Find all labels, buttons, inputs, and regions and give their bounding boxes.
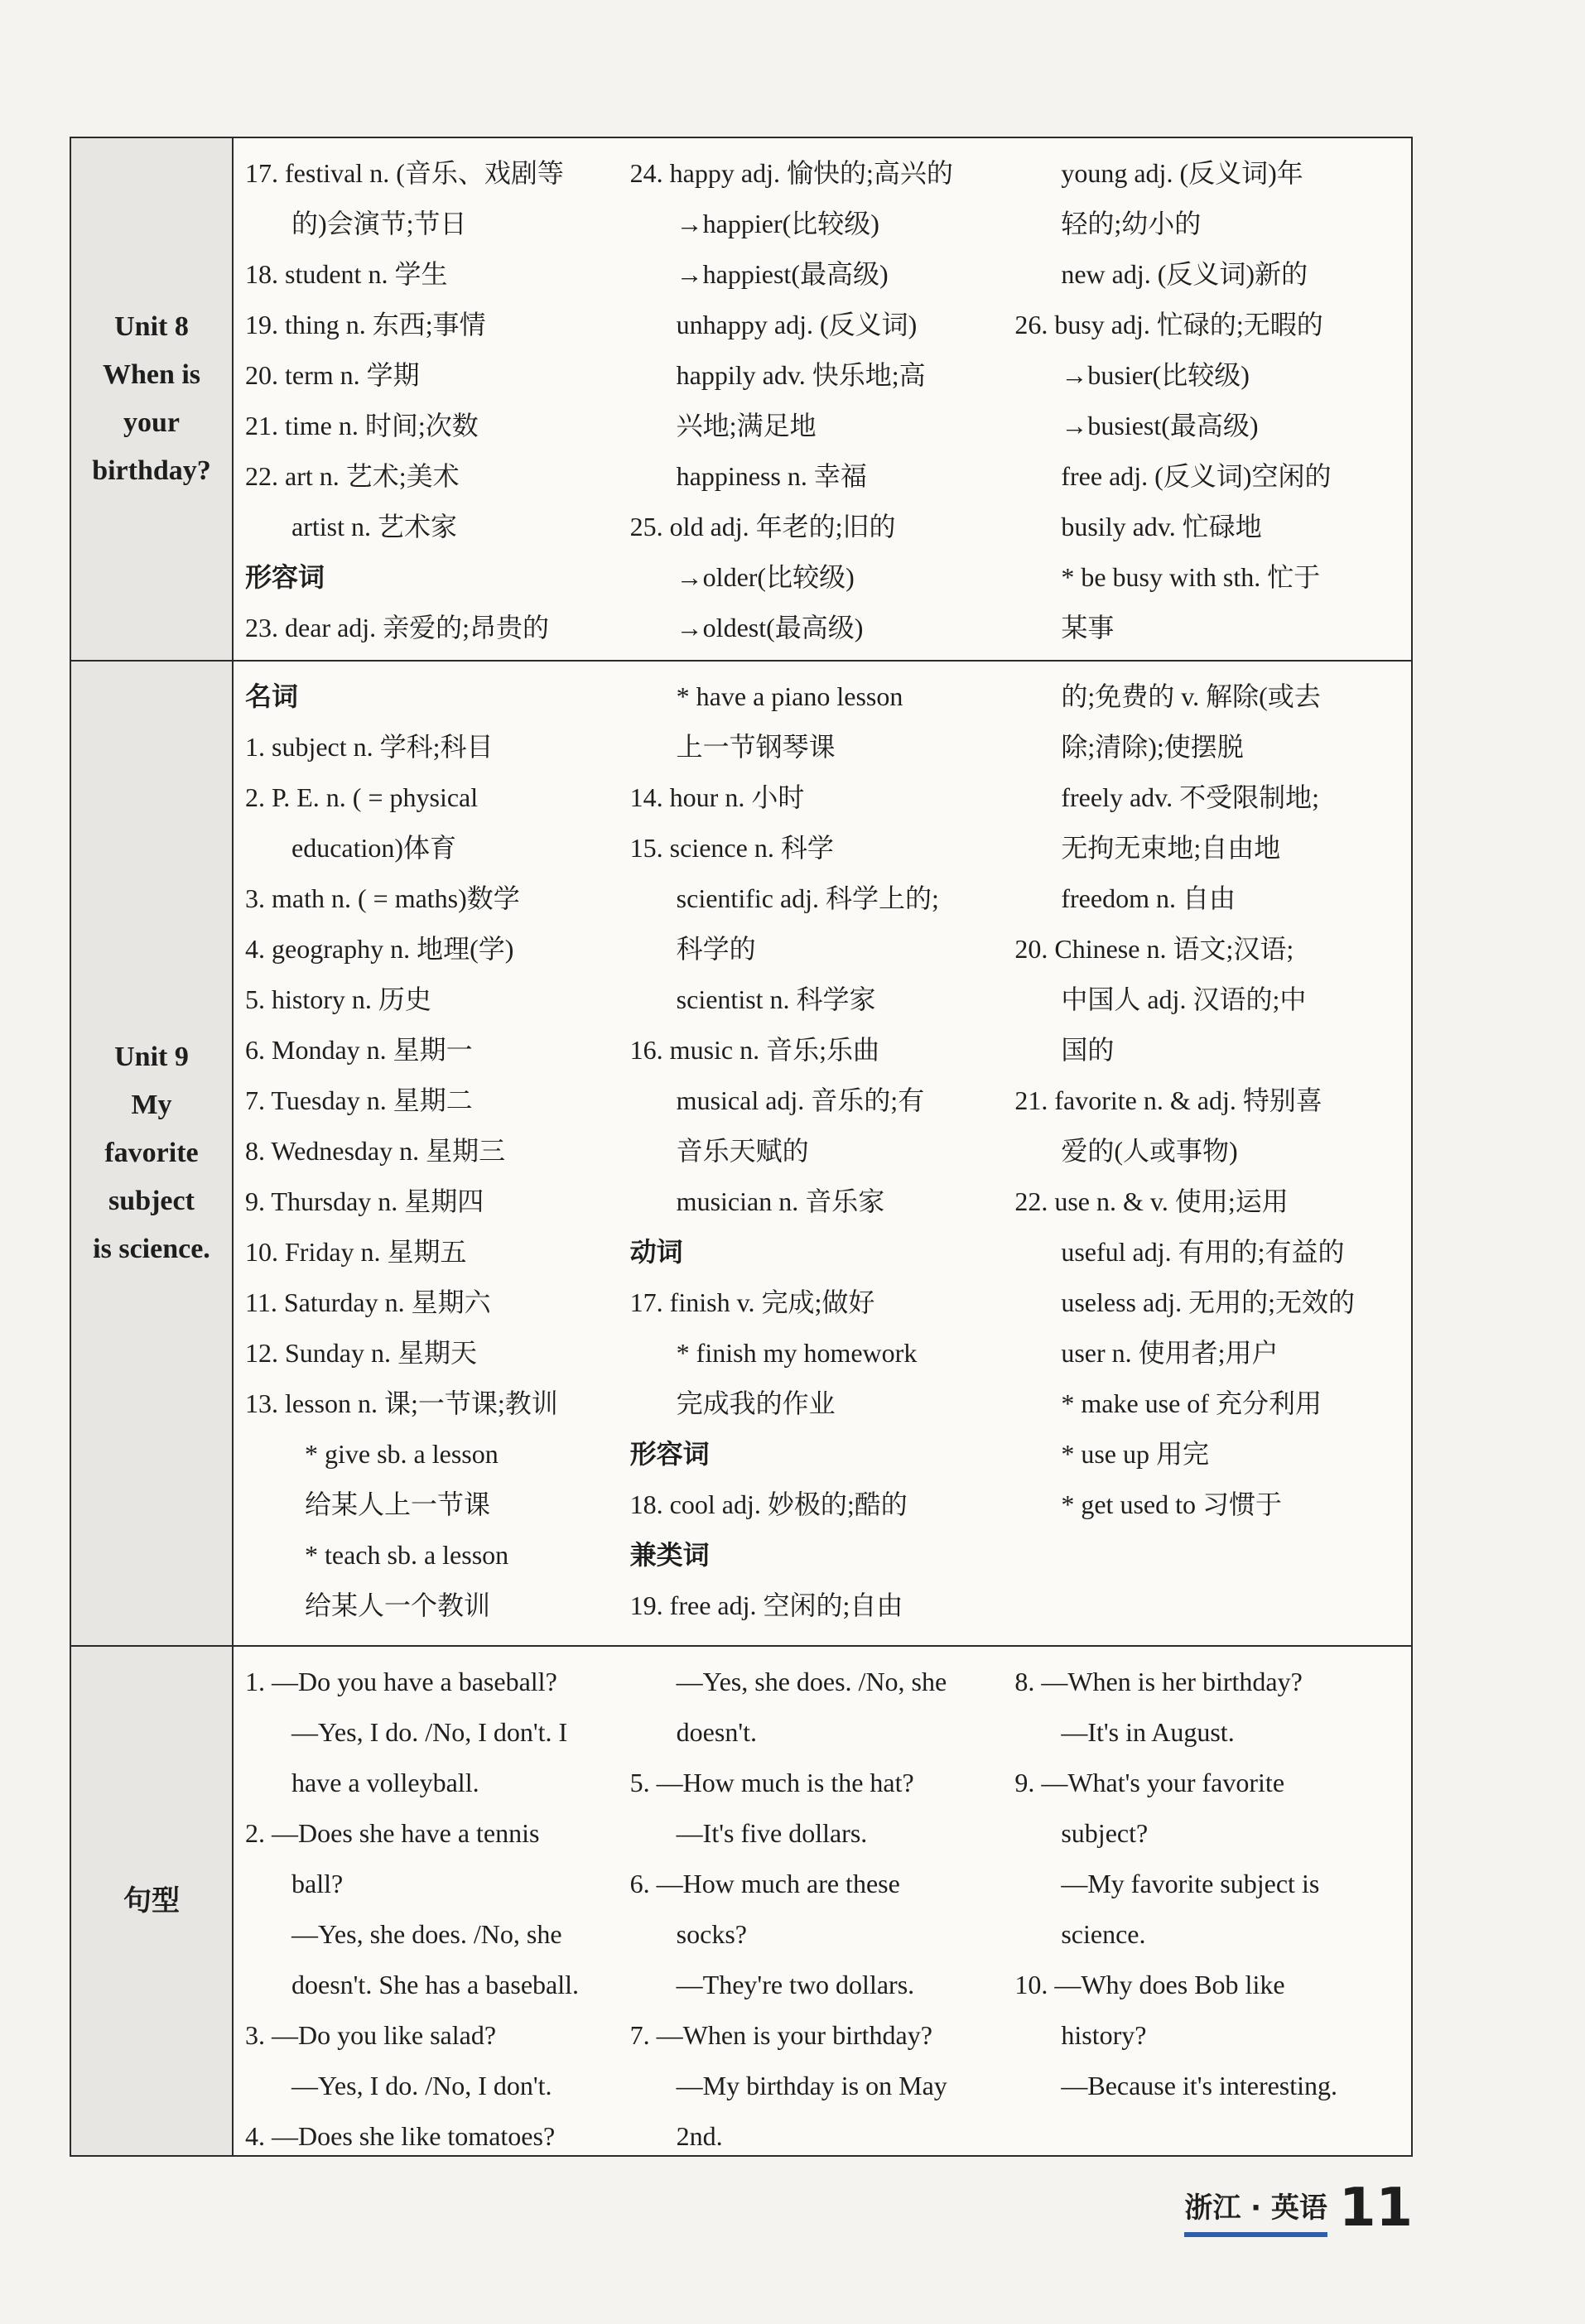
entry-line: 2. P. E. n. ( = physical <box>245 782 479 812</box>
dialogue-line: 7. —When is your birthday? <box>629 2020 932 2050</box>
dialogue-line: 10. —Why does Bob like <box>1014 1970 1285 1999</box>
dialogue-line: 2. —Does she have a tennis <box>245 1818 540 1848</box>
entry-line: 17. festival n. (音乐、戏剧等 <box>245 158 564 188</box>
entry-line: * teach sb. a lesson <box>305 1540 509 1570</box>
entry-line: 5. history n. 历史 <box>245 984 431 1014</box>
section-heading: 形容词 <box>245 561 325 593</box>
section-heading: 形容词 <box>629 1438 710 1470</box>
entry-line: * be busy with sth. 忙于 <box>1061 562 1321 592</box>
unit9-col-3 <box>1014 671 1400 1645</box>
unit8-title-line: your <box>123 407 180 438</box>
entry-line: 15. science n. 科学 <box>629 833 834 863</box>
unit8-title-line: Unit 8 <box>114 311 189 342</box>
unit8-title-line: birthday? <box>92 455 211 486</box>
entry-line: 18. student n. 学生 <box>245 259 448 289</box>
entry-line: musical adj. 音乐的;有 <box>676 1085 925 1115</box>
dialogue-line: subject? <box>1061 1818 1149 1848</box>
unit9-col-1 <box>245 671 630 1645</box>
unit8-col-2 <box>630 148 1015 660</box>
entry-line: * finish my homework <box>676 1338 918 1368</box>
section-heading: 动词 <box>629 1236 683 1268</box>
entry-line: 22. art n. 艺术;美术 <box>245 461 460 491</box>
dialogue-line: have a volleyball. <box>291 1768 479 1797</box>
page-footer <box>1184 2179 1413 2237</box>
dialogue-line: —It's in August. <box>1061 1717 1235 1747</box>
page-number: 11 <box>1338 2177 1413 2239</box>
entry-line: 上一节钢琴课 <box>676 732 836 762</box>
entry-line: 24. happy adj. 愉快的;高兴的 <box>629 158 953 188</box>
dialogue-line: —Because it's interesting. <box>1061 2071 1338 2100</box>
dialogue-line: —Yes, she does. /No, she <box>676 1667 947 1696</box>
entry-line: →happier(比较级) <box>676 209 879 238</box>
unit9-title-line: favorite <box>104 1138 199 1168</box>
entry-line: musician n. 音乐家 <box>676 1186 885 1216</box>
entry-line: 14. hour n. 小时 <box>629 782 805 812</box>
entry-line: scientist n. 科学家 <box>676 984 876 1014</box>
entry-line: →older(比较级) <box>676 562 855 592</box>
entry-line: useful adj. 有用的;有益的 <box>1061 1237 1345 1267</box>
footer-label: 浙江 · 英语 <box>1184 2186 1327 2237</box>
entry-line: 25. old adj. 年老的;旧的 <box>629 512 896 541</box>
unit8-side-label <box>71 138 234 660</box>
entry-line: 21. favorite n. & adj. 特别喜 <box>1014 1085 1322 1115</box>
entry-line: 21. time n. 时间;次数 <box>245 411 479 440</box>
entry-line: 4. geography n. 地理(学) <box>245 934 514 964</box>
entry-line: 13. lesson n. 课;一节课;教训 <box>245 1388 558 1418</box>
patterns-row <box>71 1645 1411 2155</box>
unit9-row <box>71 660 1411 1645</box>
entry-line: 22. use n. & v. 使用;运用 <box>1014 1186 1289 1216</box>
entry-line: 国的 <box>1061 1035 1115 1065</box>
entry-line: * get used to 习惯于 <box>1061 1489 1282 1519</box>
entry-line: * use up 用完 <box>1061 1439 1210 1469</box>
entry-line: * have a piano lesson <box>676 681 903 711</box>
entry-line: 的;免费的 v. 解除(或去 <box>1061 681 1321 711</box>
dialogue-line: science. <box>1061 1919 1146 1949</box>
entry-line: →busier(比较级) <box>1061 360 1250 390</box>
entry-line: young adj. (反义词)年 <box>1061 158 1303 188</box>
entry-line: 19. free adj. 空闲的;自由 <box>629 1590 903 1620</box>
entry-line: 3. math n. ( = maths)数学 <box>245 883 520 913</box>
entry-line: busily adv. 忙碌地 <box>1061 512 1262 541</box>
entry-line: 音乐天赋的 <box>676 1136 809 1166</box>
unit8-title-line: When is <box>102 359 201 390</box>
patterns-col-1 <box>245 1657 630 2155</box>
entry-line: education)体育 <box>291 833 457 863</box>
entry-line: freely adv. 不受限制地; <box>1061 782 1319 812</box>
entry-line: 兴地;满足地 <box>676 411 817 440</box>
dialogue-line: 2nd. <box>676 2121 723 2151</box>
entry-line: 科学的 <box>676 934 756 964</box>
unit8-col-1 <box>245 148 630 660</box>
patterns-title: 句型 <box>123 1884 180 1917</box>
entry-line: happily adv. 快乐地;高 <box>676 360 926 390</box>
entry-line: 8. Wednesday n. 星期三 <box>245 1136 506 1166</box>
entry-line: 中国人 adj. 汉语的;中 <box>1061 984 1307 1014</box>
dialogue-line: 4. —Does she like tomatoes? <box>245 2121 556 2151</box>
dialogue-line: —Yes, I do. /No, I don't. I <box>291 1717 568 1747</box>
dialogue-line: 8. —When is her birthday? <box>1014 1667 1303 1696</box>
entry-line: 12. Sunday n. 星期天 <box>245 1338 478 1368</box>
dialogue-line: ball? <box>291 1869 344 1898</box>
entry-line: →busiest(最高级) <box>1061 411 1259 440</box>
entry-line: 17. finish v. 完成;做好 <box>629 1287 875 1317</box>
dialogue-line: —Yes, I do. /No, I don't. <box>291 2071 552 2100</box>
dialogue-line: —My favorite subject is <box>1061 1869 1320 1898</box>
entry-line: 23. dear adj. 亲爱的;昂贵的 <box>245 613 550 642</box>
entry-line: freedom n. 自由 <box>1061 883 1236 913</box>
dialogue-line: 1. —Do you have a baseball? <box>245 1667 557 1696</box>
entry-line: 的)会演节;节日 <box>291 209 467 238</box>
entry-line: 给某人一个教训 <box>305 1590 491 1620</box>
unit9-col-2 <box>630 671 1015 1645</box>
entry-line: 爱的(人或事物) <box>1061 1136 1238 1166</box>
dialogue-line: —Yes, she does. /No, she <box>291 1919 562 1949</box>
patterns-side-label <box>71 1647 234 2155</box>
section-heading: 兼类词 <box>629 1539 710 1571</box>
unit9-title-line: subject <box>108 1186 195 1216</box>
dialogue-line: 5. —How much is the hat? <box>629 1768 914 1797</box>
unit8-col-3 <box>1014 148 1400 660</box>
entry-line: 9. Thursday n. 星期四 <box>245 1186 484 1216</box>
entry-line: * give sb. a lesson <box>305 1439 499 1469</box>
unit9-title-line: Unit 9 <box>114 1042 189 1072</box>
entry-line: →oldest(最高级) <box>676 613 864 642</box>
entry-line: free adj. (反义词)空闲的 <box>1061 461 1332 491</box>
dialogue-line: socks? <box>676 1919 747 1949</box>
entry-line: 18. cool adj. 妙极的;酷的 <box>629 1489 908 1519</box>
entry-line: 完成我的作业 <box>676 1388 836 1418</box>
entry-line: * make use of 充分利用 <box>1061 1388 1322 1418</box>
entry-line: happiness n. 幸福 <box>676 461 867 491</box>
entry-line: 给某人上一节课 <box>305 1489 491 1519</box>
unit9-side-label <box>71 662 234 1645</box>
vocabulary-table <box>70 137 1413 2157</box>
entry-line: useless adj. 无用的;无效的 <box>1061 1287 1355 1317</box>
section-heading: 名词 <box>245 681 299 712</box>
entry-line: scientific adj. 科学上的; <box>676 883 939 913</box>
entry-line: 1. subject n. 学科;科目 <box>245 732 494 762</box>
dialogue-line: 9. —What's your favorite <box>1014 1768 1285 1797</box>
entry-line: new adj. (反义词)新的 <box>1061 259 1308 289</box>
unit9-title-line: My <box>131 1090 172 1120</box>
entry-line: 20. Chinese n. 语文;汉语; <box>1014 934 1294 964</box>
entry-line: 16. music n. 音乐;乐曲 <box>629 1035 880 1065</box>
dialogue-line: doesn't. She has a baseball. <box>291 1970 580 1999</box>
entry-line: 11. Saturday n. 星期六 <box>245 1287 491 1317</box>
unit9-title-line: is science. <box>93 1234 210 1264</box>
entry-line: 6. Monday n. 星期一 <box>245 1035 473 1065</box>
entry-line: 19. thing n. 东西;事情 <box>245 310 486 339</box>
entry-line: 某事 <box>1061 613 1115 642</box>
dialogue-line: —It's five dollars. <box>676 1818 868 1848</box>
entry-line: artist n. 艺术家 <box>291 512 457 541</box>
unit8-row <box>71 138 1411 660</box>
dialogue-line: —My birthday is on May <box>676 2071 947 2100</box>
entry-line: user n. 使用者;用户 <box>1061 1338 1279 1368</box>
entry-line: 7. Tuesday n. 星期二 <box>245 1085 473 1115</box>
dialogue-line: 6. —How much are these <box>629 1869 900 1898</box>
dialogue-line: 3. —Do you like salad? <box>245 2020 497 2050</box>
patterns-col-3 <box>1014 1657 1400 2155</box>
patterns-col-2 <box>630 1657 1015 2155</box>
entry-line: 轻的;幼小的 <box>1061 209 1202 238</box>
dialogue-line: doesn't. <box>676 1717 757 1747</box>
entry-line: 10. Friday n. 星期五 <box>245 1237 467 1267</box>
entry-line: unhappy adj. (反义词) <box>676 310 918 339</box>
dialogue-line: history? <box>1061 2020 1147 2050</box>
dialogue-line: —They're two dollars. <box>676 1970 915 1999</box>
entry-line: 无拘无束地;自由地 <box>1061 833 1281 863</box>
entry-line: 除;清除);使摆脱 <box>1061 732 1244 762</box>
entry-line: 20. term n. 学期 <box>245 360 420 390</box>
entry-line: 26. busy adj. 忙碌的;无暇的 <box>1014 310 1323 339</box>
entry-line: →happiest(最高级) <box>676 259 889 289</box>
